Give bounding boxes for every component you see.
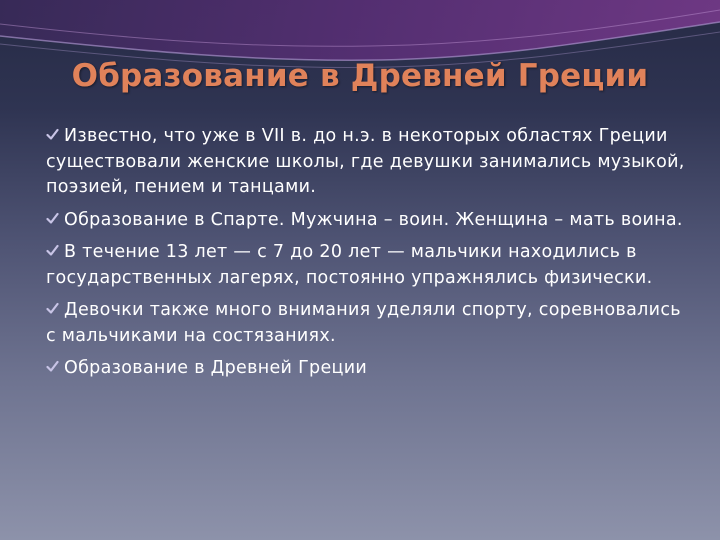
- checkmark-icon: [46, 244, 59, 257]
- bullet-item: [46, 356, 686, 382]
- bullet-text: Образование в Спарте. Мужчина – воин. Женщина – мать воина.: [64, 209, 683, 230]
- checkmark-icon: [46, 302, 59, 315]
- checkmark-icon: [46, 212, 59, 225]
- bullet-item: [46, 124, 686, 201]
- bullet-item: [46, 240, 686, 291]
- bullet-item: [46, 208, 686, 234]
- checkmark-icon: [46, 360, 59, 373]
- bullet-list: [46, 124, 686, 389]
- bullet-text: Образование в Древней Греции: [64, 358, 368, 378]
- bullet-text: В течение 13 лет — с 7 до 20 лет — мальчики находились в государственных лагерях, постоянно упражнялись физически.: [46, 242, 653, 288]
- checkmark-icon: [46, 128, 59, 141]
- bullet-item: [46, 298, 686, 349]
- bullet-text: Девочки также много внимания уделяли спорту, соревновались с мальчиками на состязаниях.: [46, 300, 681, 346]
- bullet-text: Известно, что уже в VII в. до н.э. в некоторых областях Греции существовали женские школы, где девушки занимались музыкой, поэзией, пением и танцами.: [46, 126, 685, 197]
- slide-title: Образование в Древней Греции: [71, 58, 649, 94]
